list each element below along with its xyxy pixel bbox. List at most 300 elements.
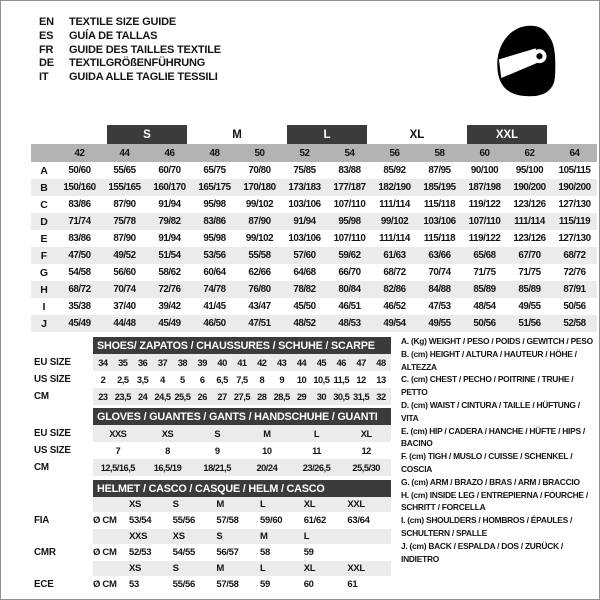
helmet-value: 55/56 — [172, 579, 195, 590]
size-value: 27,5 — [233, 391, 250, 402]
row-label: EU SIZE — [34, 357, 71, 368]
size-number: 56 — [389, 147, 400, 159]
helmet-size: XL — [303, 499, 316, 510]
table-title-row — [31, 408, 391, 425]
helmet-size: M — [260, 531, 268, 542]
language-code: EN — [39, 16, 54, 28]
measure-value: 95/100 — [515, 165, 544, 176]
language-title: GUIDE DES TAILLES TEXTILE — [69, 43, 221, 56]
helmet-value: 57/58 — [216, 515, 239, 526]
measure-value: 71/75 — [473, 267, 496, 278]
legend-item-g: G. (cm) ARM / BRAZO / BRAS / ARM / BRACCIO — [401, 476, 580, 487]
size-value: 43 — [276, 357, 287, 368]
measure-value: 91/94 — [158, 199, 181, 210]
helmet-value: 59/60 — [260, 515, 283, 526]
standard-label: CMR — [34, 547, 56, 558]
size-value: 38 — [177, 357, 188, 368]
size-number-row — [31, 144, 597, 162]
unit-spacer — [93, 561, 129, 576]
helmet-values — [93, 576, 391, 593]
size-value: 11 — [312, 445, 321, 456]
measure-value: 58/62 — [158, 267, 181, 278]
standard-label: ECE — [34, 579, 54, 590]
measure-value: 54/58 — [68, 267, 91, 278]
table-title: HELMET / CASCO / CASQUE / HELM / CASCO — [93, 480, 391, 497]
measure-value: 55/65 — [113, 165, 136, 176]
measure-value: 72/76 — [158, 284, 181, 295]
measure-value: 90/100 — [470, 165, 499, 176]
measure-value: 150/160 — [63, 182, 96, 193]
size-value: 41 — [237, 357, 247, 368]
measure-value: 60/70 — [158, 165, 181, 176]
legend-item-c: C. (cm) CHEST / PECHO / POITRINE / TRUHE / PETTO — [401, 374, 574, 398]
measure-value: 68/72 — [383, 267, 406, 278]
helmet-size: XXL — [347, 563, 365, 574]
measure-value: 49/55 — [518, 301, 541, 312]
row-label-spacer — [31, 529, 93, 544]
measure-row-label: G — [39, 266, 49, 279]
helmet-size-row — [31, 561, 391, 576]
measure-value: 82/86 — [383, 284, 406, 295]
helmet-value: 63/64 — [347, 515, 370, 526]
measure-value: 123/126 — [513, 199, 546, 210]
measure-value: 165/175 — [198, 182, 231, 193]
measure-row-f — [31, 247, 597, 264]
size-value: S — [214, 428, 221, 439]
size-value: XL — [360, 428, 372, 439]
measure-value: 87/90 — [248, 216, 271, 227]
measure-value: 107/110 — [333, 199, 366, 210]
helmet-size: L — [260, 563, 266, 574]
size-value: 44 — [296, 357, 307, 368]
measure-value: 49/52 — [113, 250, 136, 261]
measure-value: 49/55 — [428, 318, 451, 329]
size-value: 10 — [262, 445, 272, 456]
measure-row-i — [31, 298, 597, 315]
language-title: TEXTILGRÖßENFÜHRUNG — [69, 57, 206, 70]
row-cells — [93, 388, 391, 405]
unit-spacer — [93, 529, 129, 544]
helmet-value: 54/55 — [172, 547, 195, 558]
size-number: 44 — [119, 147, 130, 159]
row-label: EU SIZE — [34, 428, 71, 439]
measure-value: 70/80 — [248, 165, 271, 176]
measure-value: 68/72 — [68, 284, 91, 295]
measure-value: 70/74 — [113, 284, 136, 295]
size-value: 24,5 — [154, 391, 171, 402]
table-title: GLOVES / GUANTES / GANTS / HANDSCHUHE / GUANTI — [93, 408, 391, 425]
measure-value: 115/118 — [423, 199, 456, 210]
size-value: 48 — [376, 357, 386, 368]
measure-value: 103/106 — [423, 216, 456, 227]
language-row-es — [39, 30, 221, 44]
size-value: 18/21,5 — [203, 462, 231, 473]
measure-value: 78/82 — [293, 284, 316, 295]
measure-row-a — [31, 162, 597, 179]
size-value: 10,5 — [313, 374, 330, 385]
size-value: 11,5 — [333, 374, 350, 385]
measure-value: 119/122 — [468, 233, 501, 244]
measure-value: 95/98 — [203, 199, 226, 210]
measure-value: 74/78 — [203, 284, 226, 295]
language-row-it — [39, 71, 221, 85]
size-group — [192, 125, 282, 144]
helmet-size-row — [31, 497, 391, 512]
measure-row-b — [31, 179, 597, 196]
measure-value: 47/51 — [248, 318, 271, 329]
size-value: 34 — [98, 357, 108, 368]
measure-row-label: C — [40, 198, 48, 211]
size-value: 20/24 — [256, 462, 278, 473]
measure-value: 155/165 — [108, 182, 141, 193]
helmet-values — [93, 512, 391, 529]
size-value: 28,5 — [273, 391, 290, 402]
measure-value: 185/195 — [423, 182, 456, 193]
measure-value: 48/54 — [473, 301, 496, 312]
size-group-label: XXL — [467, 125, 547, 144]
measure-value: 71/75 — [518, 267, 541, 278]
measure-value: 50/56 — [563, 301, 586, 312]
main-size-table — [31, 125, 597, 332]
size-value: 13 — [376, 374, 386, 385]
size-group-spacer — [31, 125, 57, 144]
measure-value: 66/70 — [338, 267, 361, 278]
size-number: 50 — [254, 147, 265, 159]
row-label: US SIZE — [34, 445, 71, 456]
size-value: 5 — [180, 374, 185, 385]
size-value: 32 — [376, 391, 386, 402]
size-value: L — [313, 428, 320, 439]
legend-item-j: J. (cm) BACK / ESPALDA / DOS / ZURÜCK / INDIETRO — [401, 540, 563, 564]
language-row-en — [39, 16, 221, 30]
measure-value: 63/66 — [428, 250, 451, 261]
row-label-spacer — [31, 561, 93, 576]
row-label-spacer — [31, 497, 93, 512]
measure-value: 56/60 — [113, 267, 136, 278]
measure-value: 187/198 — [468, 182, 501, 193]
measure-value: 48/52 — [293, 318, 316, 329]
measure-value: 95/98 — [203, 233, 226, 244]
measure-row-label: D — [40, 215, 48, 228]
language-code: FR — [39, 43, 54, 56]
measure-value: 83/86 — [203, 216, 226, 227]
measure-value: 99/102 — [245, 199, 274, 210]
measure-value: 52/58 — [563, 318, 586, 329]
measure-value: 173/183 — [288, 182, 321, 193]
helmet-value: 59 — [303, 547, 314, 558]
helmet-size: XXL — [347, 499, 365, 510]
measure-value: 43/47 — [248, 301, 271, 312]
helmet-value: 53 — [129, 579, 139, 590]
measure-value: 111/114 — [514, 216, 545, 227]
helmet-size-band — [93, 561, 391, 576]
measure-value: 127/130 — [558, 199, 591, 210]
size-value: 39 — [197, 357, 207, 368]
measure-value: 46/50 — [203, 318, 226, 329]
measure-value: 80/84 — [338, 284, 361, 295]
row-cells — [93, 442, 391, 459]
size-value: 12,5/16,5 — [100, 462, 135, 473]
standard-label: FIA — [34, 515, 50, 526]
helmet-size: M — [216, 563, 224, 574]
size-group-label: XL — [409, 128, 425, 141]
measure-value: 72/76 — [563, 267, 586, 278]
measure-value: 85/92 — [383, 165, 406, 176]
helmet-value: 60 — [303, 579, 314, 590]
measure-value: 51/54 — [158, 250, 181, 261]
measure-row-label: B — [40, 181, 48, 194]
measure-row-label: H — [40, 283, 48, 296]
measure-value: 103/106 — [288, 199, 321, 210]
size-value: 7,5 — [236, 374, 248, 385]
measure-value: 84/88 — [428, 284, 451, 295]
row-cells — [93, 354, 391, 371]
helmet-value: 57/58 — [216, 579, 239, 590]
measure-value: 46/52 — [383, 301, 406, 312]
size-group — [57, 125, 102, 144]
measure-value: 60/64 — [203, 267, 226, 278]
measure-value: 119/122 — [468, 199, 501, 210]
language-code: ES — [39, 29, 54, 42]
measure-value: 68/72 — [563, 250, 586, 261]
measure-value: 111/114 — [379, 199, 410, 210]
measure-row-d — [31, 213, 597, 230]
measure-value: 190/200 — [558, 182, 591, 193]
size-value: 45 — [316, 357, 327, 368]
measure-value: 170/180 — [243, 182, 276, 193]
helmet-value — [347, 544, 391, 561]
table-title: SHOES/ ZAPATOS / CHAUSSURES / SCHUHE / SCARPE — [93, 337, 391, 354]
measure-value: 85/89 — [518, 284, 541, 295]
measure-value: 57/60 — [293, 250, 316, 261]
measure-value: 46/51 — [338, 301, 361, 312]
size-value: 42 — [257, 357, 267, 368]
size-group-label: S — [107, 125, 187, 144]
measure-value: 59/62 — [338, 250, 361, 261]
helmet-size: XS — [129, 563, 142, 574]
size-value: 40 — [217, 357, 227, 368]
helmet-size: L — [260, 499, 266, 510]
size-value: XS — [161, 428, 174, 439]
helmet-value: 56/57 — [216, 547, 239, 558]
measure-value: 190/200 — [513, 182, 546, 193]
language-list — [39, 16, 221, 85]
measure-value: 99/102 — [380, 216, 409, 227]
helmet-size: XS — [129, 499, 142, 510]
measure-value: 160/170 — [153, 182, 186, 193]
row-label: CM — [34, 391, 49, 402]
measure-value: 70/74 — [428, 267, 451, 278]
language-title: GUÍA DE TALLAS — [69, 29, 158, 42]
size-group-label: L — [287, 125, 367, 144]
legend-item-i: I. (cm) SHOULDERS / HOMBROS / ÉPAULES / SCHULTERN / SPALLE — [401, 515, 573, 538]
helmet-value-row — [31, 512, 391, 529]
helmet-value: 59 — [260, 579, 270, 590]
size-group-label: M — [232, 128, 242, 141]
measure-value: 127/130 — [558, 233, 591, 244]
size-value: 28 — [257, 391, 267, 402]
measure-value: 53/56 — [203, 250, 226, 261]
helmet-size: M — [216, 499, 224, 510]
size-value: 27 — [217, 391, 227, 402]
legend-item-d: D. (cm) WAIST / CINTURA / TAILLE / HÜFTUNG / VITA — [401, 399, 580, 423]
measure-value: 107/110 — [333, 233, 366, 244]
size-value: 30,5 — [333, 391, 350, 402]
size-value: 6 — [199, 374, 205, 385]
legend-item-b: B. (cm) HEIGHT / ALTURA / HAUTEUR / HÖHE / ALTEZZA — [401, 348, 577, 372]
row-label: CM — [34, 462, 49, 473]
size-row — [31, 442, 391, 459]
size-group — [552, 125, 597, 144]
size-value: 10 — [296, 374, 307, 385]
size-value: 35 — [118, 357, 128, 368]
size-group-label — [57, 125, 102, 144]
measure-row-h — [31, 281, 597, 298]
size-value: 30 — [316, 391, 327, 402]
size-group — [462, 125, 552, 144]
measure-row-e — [31, 230, 597, 247]
row-label: US SIZE — [34, 374, 71, 385]
size-value: 8 — [165, 445, 170, 456]
size-group — [282, 125, 372, 144]
measure-value: 37/40 — [113, 301, 136, 312]
language-code: DE — [39, 57, 54, 70]
measure-value: 45/50 — [293, 301, 316, 312]
measure-value: 83/86 — [68, 199, 91, 210]
measure-value: 87/91 — [563, 284, 586, 295]
size-value: 7 — [115, 445, 121, 456]
size-group — [102, 125, 192, 144]
measure-value: 65/75 — [203, 165, 226, 176]
helmet-size: XXS — [129, 531, 148, 542]
helmet-value: 55/56 — [172, 515, 195, 526]
measure-value: 61/63 — [383, 250, 406, 261]
gloves-table — [31, 408, 391, 476]
measure-value: 50/60 — [68, 165, 91, 176]
helmet-value-row — [31, 544, 391, 561]
measure-value: 105/115 — [558, 165, 591, 176]
size-value: 12 — [356, 374, 366, 385]
size-number: 58 — [434, 147, 445, 159]
measure-row-label: A — [40, 164, 48, 177]
size-row — [31, 459, 391, 476]
size-row — [31, 425, 391, 442]
row-cells — [93, 371, 391, 388]
measure-value: 39/42 — [158, 301, 181, 312]
measure-value: 45/49 — [68, 318, 91, 329]
measure-value: 79/82 — [158, 216, 181, 227]
measure-value: 91/94 — [158, 233, 181, 244]
size-value: 8 — [259, 374, 265, 385]
measure-value: 115/119 — [558, 216, 591, 227]
title-spacer — [31, 408, 93, 425]
size-number: 54 — [344, 147, 355, 159]
measure-value: 51/56 — [518, 318, 541, 329]
row-cells — [93, 459, 391, 476]
size-value: 12 — [361, 445, 371, 456]
measure-row-c — [31, 196, 597, 213]
helmet-icon — [488, 19, 566, 109]
row-cells — [93, 425, 391, 442]
measure-value: 87/90 — [113, 233, 136, 244]
size-number: 64 — [569, 147, 580, 159]
measure-value: 111/114 — [379, 233, 410, 244]
measure-value: 67/70 — [518, 250, 541, 261]
legend-item-f: F. (cm) TIGH / MUSLO / CUISSE / SCHENKEL / COSCIA — [401, 451, 573, 474]
helmet-value: 53/54 — [129, 515, 152, 526]
helmet-size: L — [303, 531, 310, 542]
size-value: 23,5 — [114, 391, 131, 402]
measure-value: 47/53 — [428, 301, 451, 312]
title-spacer — [31, 337, 93, 354]
helmet-size: S — [172, 499, 179, 510]
helmet-size: XL — [303, 563, 316, 574]
measurement-legend — [401, 335, 599, 565]
measure-row-g — [31, 264, 597, 281]
measure-value: 75/85 — [293, 165, 316, 176]
table-title-row — [31, 480, 391, 497]
diameter-unit: Ø CM — [93, 547, 117, 558]
size-number: 46 — [164, 147, 175, 159]
size-row — [31, 388, 391, 405]
size-value: 37 — [157, 357, 168, 368]
measure-value: 85/89 — [473, 284, 496, 295]
measure-value: 62/66 — [248, 267, 271, 278]
size-value: 23 — [98, 391, 108, 402]
language-row-de — [39, 57, 221, 71]
measure-row-label: J — [41, 317, 47, 330]
measure-value: 49/54 — [383, 318, 406, 329]
helmet-size — [347, 529, 391, 544]
measure-value: 177/187 — [333, 182, 366, 193]
helmet-size-band — [93, 529, 391, 544]
size-value: 2 — [100, 374, 106, 385]
size-value: XXS — [109, 428, 127, 439]
size-number: 52 — [299, 147, 310, 159]
size-number: 42 — [74, 147, 85, 159]
size-number: 62 — [524, 147, 535, 159]
language-title: TEXTILE SIZE GUIDE — [69, 16, 177, 28]
helmet-size: S — [172, 563, 179, 574]
measure-value: 50/56 — [473, 318, 496, 329]
helmet-values — [93, 544, 391, 561]
table-title-row — [31, 337, 391, 354]
size-value: 31,5 — [353, 391, 370, 402]
measure-value: 95/98 — [338, 216, 361, 227]
measure-row-label: F — [40, 249, 48, 262]
measure-value: 99/102 — [245, 233, 274, 244]
size-value: 23/26,5 — [302, 462, 331, 473]
size-value: 2,5 — [117, 374, 129, 385]
size-value: 29 — [296, 391, 307, 402]
size-value: 36 — [137, 357, 148, 368]
size-value: 16,5/19 — [153, 462, 182, 473]
legend-item-h: H. (cm) INSIDE LEG / ENTREPIERNA / FOURCHE / SCHRITT / FORCELLA — [401, 489, 588, 513]
helmet-table — [31, 480, 391, 593]
size-value: 26 — [197, 391, 207, 402]
measure-value: 87/90 — [113, 199, 136, 210]
shoes-table — [31, 337, 391, 405]
size-value: 6,5 — [216, 374, 228, 385]
helmet-size-band — [93, 497, 391, 512]
measure-value: 48/53 — [338, 318, 361, 329]
language-row-fr — [39, 44, 221, 58]
size-group-row — [31, 125, 597, 144]
size-value: M — [263, 428, 271, 439]
measure-value: 87/95 — [428, 165, 451, 176]
measure-row-label: E — [40, 232, 48, 245]
size-number: 60 — [479, 147, 490, 159]
